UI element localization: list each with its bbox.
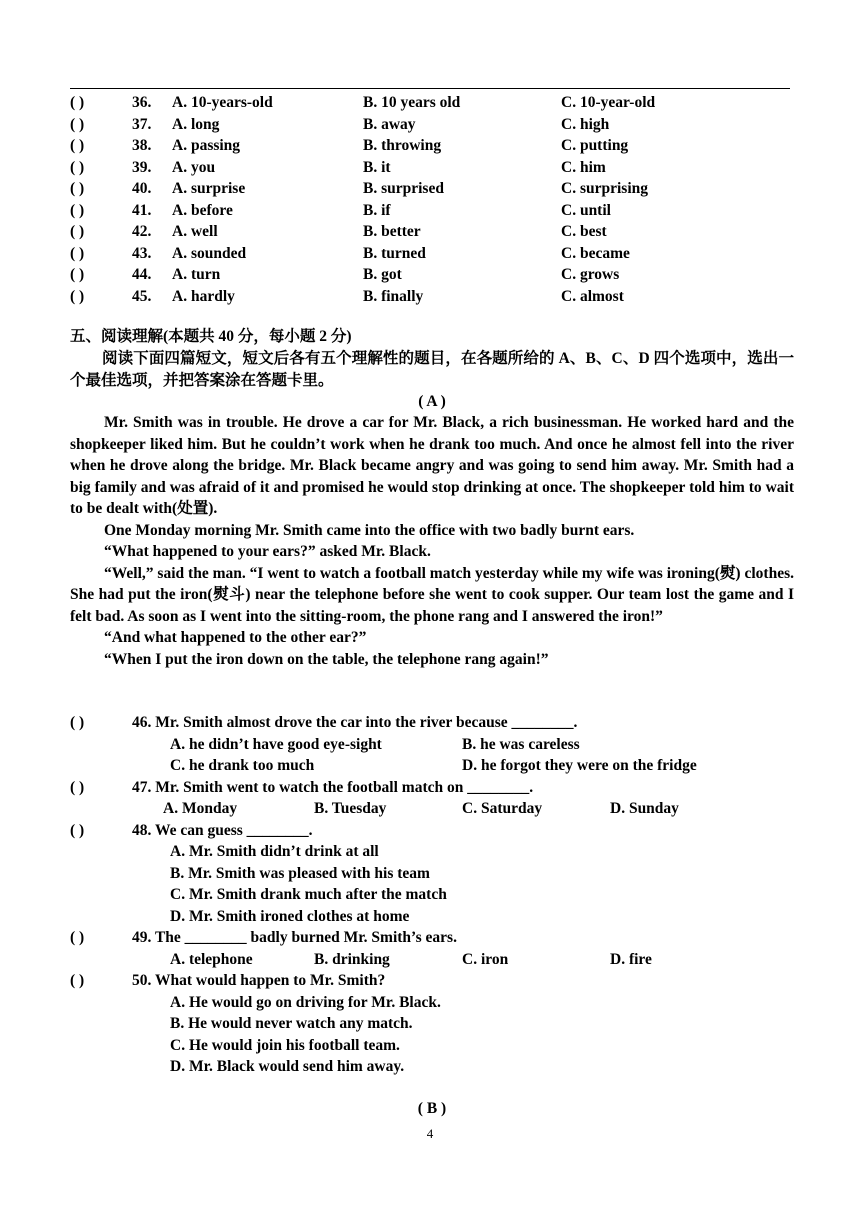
option-a: A. long [172,115,220,133]
question-number: 36. [132,94,152,111]
cloze-row [70,200,794,222]
option-a: A. telephone [170,950,253,968]
cloze-row [70,243,794,265]
option-a: A. hardly [172,287,235,305]
option-a: A. you [172,158,216,176]
option-a: A. 10-years-old [172,94,273,111]
answer-blank: ( ) [70,201,85,219]
option-b: B. Tuesday [314,800,387,817]
options-row [70,1056,794,1078]
question-stem: 50. What would happen to Mr. Smith? [132,972,386,989]
question-number: 42. [132,223,152,240]
options-row [70,884,794,906]
cloze-row [70,178,794,200]
section-instructions: 阅读下面四篇短文，短文后各有五个理解性的题目，在各题所给的 A、B、C、D 四个选项中，选出一个最佳选项，并把答案涂在答题卡里。 [70,350,794,389]
question-number: 44. [132,266,152,283]
option-c: C. him [561,158,606,176]
passage-paragraph: “What happened to your ears?” asked Mr. Black. [104,543,431,560]
question-stem: 49. The ________ badly burned Mr. Smith’s ears. [132,929,457,946]
option-c: C. best [561,223,607,240]
question-stem: 48. We can guess ________. [132,821,313,839]
question-number: 40. [132,180,152,197]
answer-blank: ( ) [70,244,85,262]
option-c: C. became [561,244,630,262]
answer-blank: ( ) [70,972,85,989]
option-b: B. if [363,201,391,219]
options-row [70,949,794,971]
options-row [70,863,794,885]
passage-paragraph: One Monday morning Mr. Smith came into the office with two badly burnt ears. [104,521,635,539]
answer-blank: ( ) [70,821,85,839]
options-row [70,755,794,777]
header-rule [70,88,790,89]
option-b: B. throwing [363,137,442,154]
options-row [70,1035,794,1057]
question-number: 43. [132,244,152,262]
option-d: D. he forgot they were on the fridge [462,757,697,774]
options-row [70,906,794,928]
passage-a [70,412,794,670]
option-a: A. before [172,201,233,219]
passage-a-title: ( A ) [418,393,446,410]
passage-paragraph: “And what happened to the other ear?” [104,629,367,646]
option-c: C. he drank too much [170,757,315,774]
option-b: B. better [363,223,421,240]
questions-list [70,712,794,1078]
answer-blank: ( ) [70,223,85,240]
option-c: C. high [561,115,610,133]
option-b: B. surprised [363,180,444,197]
answer-blank: ( ) [70,94,85,111]
options-row [70,841,794,863]
question-number: 39. [132,158,152,176]
answer-blank: ( ) [70,929,85,946]
cloze-row [70,264,794,286]
cloze-options-list [70,92,794,307]
options-row [70,798,794,820]
cloze-row [70,286,794,308]
option-b: B. 10 years old [363,94,461,111]
option-c: C. grows [561,266,620,283]
option-a: A. he didn’t have good eye-sight [170,735,382,753]
option-c: C. He would join his football team. [170,1036,400,1054]
question-stem-row [70,970,794,992]
option-c: C. surprising [561,180,648,197]
option-c: C. 10-year-old [561,94,656,111]
option-a: A. well [172,223,218,240]
question-stem: 46. Mr. Smith almost drove the car into the river because ________. [132,714,578,731]
options-row [70,734,794,756]
option-b: B. away [363,115,416,133]
options-row [70,992,794,1014]
option-c: C. until [561,201,611,219]
option-b: B. Mr. Smith was pleased with his team [170,864,430,882]
option-b: B. He would never watch any match. [170,1015,413,1032]
option-d: D. fire [610,950,652,968]
cloze-row [70,92,794,114]
option-c: C. Saturday [462,800,543,817]
question-stem-row [70,927,794,949]
option-a: A. turn [172,266,221,283]
question-stem: 47. Mr. Smith went to watch the football match on ________. [132,778,534,796]
option-b: B. it [363,158,391,176]
question-stem-row [70,777,794,799]
option-c: C. putting [561,137,629,154]
question-number: 37. [132,115,152,133]
answer-blank: ( ) [70,180,85,197]
option-c: C. Mr. Smith drank much after the match [170,886,447,903]
page-number: 4 [426,1126,434,1141]
option-b: B. he was careless [462,735,580,753]
option-a: A. passing [172,137,241,154]
answer-blank: ( ) [70,778,85,796]
exam-page [70,0,794,1215]
answer-blank: ( ) [70,137,85,154]
option-a: A. He would go on driving for Mr. Black. [170,993,441,1011]
answer-blank: ( ) [70,714,85,731]
passage-paragraph: Mr. Smith was in trouble. He drove a car for Mr. Black, a rich businessman. He worked hard and the shopkeeper liked him. But he couldn’t work when he drank too much. And once he almost fell into the river when he drove along the bridge. Mr. Black became angry and was going to send him away. Mr. Smith had a big family and was afraid of it and promised he would stop drinking at once. The shopkeeper told him to wait to be dealt with(处置). [70,414,794,517]
cloze-row [70,135,794,157]
option-d: D. Mr. Black would send him away. [170,1058,405,1075]
option-b: B. drinking [314,950,390,968]
cloze-row [70,221,794,243]
question-number: 41. [132,201,152,219]
question-number: 45. [132,287,152,305]
passage-b-title: ( B ) [417,1100,447,1117]
answer-blank: ( ) [70,115,85,133]
answer-blank: ( ) [70,266,85,283]
cloze-row [70,157,794,179]
answer-blank: ( ) [70,287,85,305]
option-d: D. Sunday [610,800,679,817]
options-row [70,1013,794,1035]
option-c: C. almost [561,287,624,305]
passage-paragraph: “When I put the iron down on the table, the telephone rang again!” [104,650,549,668]
option-b: B. turned [363,244,426,262]
option-a: A. sounded [172,244,247,262]
option-a: A. surprise [172,180,246,197]
cloze-row [70,114,794,136]
question-number: 38. [132,137,152,154]
option-b: B. got [363,266,402,283]
question-stem-row [70,820,794,842]
option-a: A. Mr. Smith didn’t drink at all [170,843,379,860]
passage-paragraph: “Well,” said the man. “I went to watch a football match yesterday while my wife was ironing(熨) clothes. She had put the iron(熨斗) near the telephone before she went to cook supper. Our team lost the game and I felt bad. As soon as I went into the sitting-room, the phone rang and I answered the iron!” [70,564,794,625]
section-heading: 五、阅读理解(本题共 40 分，每小题 2 分) [70,328,352,345]
option-a: A. Monday [163,800,238,817]
question-stem-row [70,712,794,734]
option-c: C. iron [462,950,509,968]
answer-blank: ( ) [70,158,85,176]
option-b: B. finally [363,287,424,305]
option-d: D. Mr. Smith ironed clothes at home [170,907,410,925]
